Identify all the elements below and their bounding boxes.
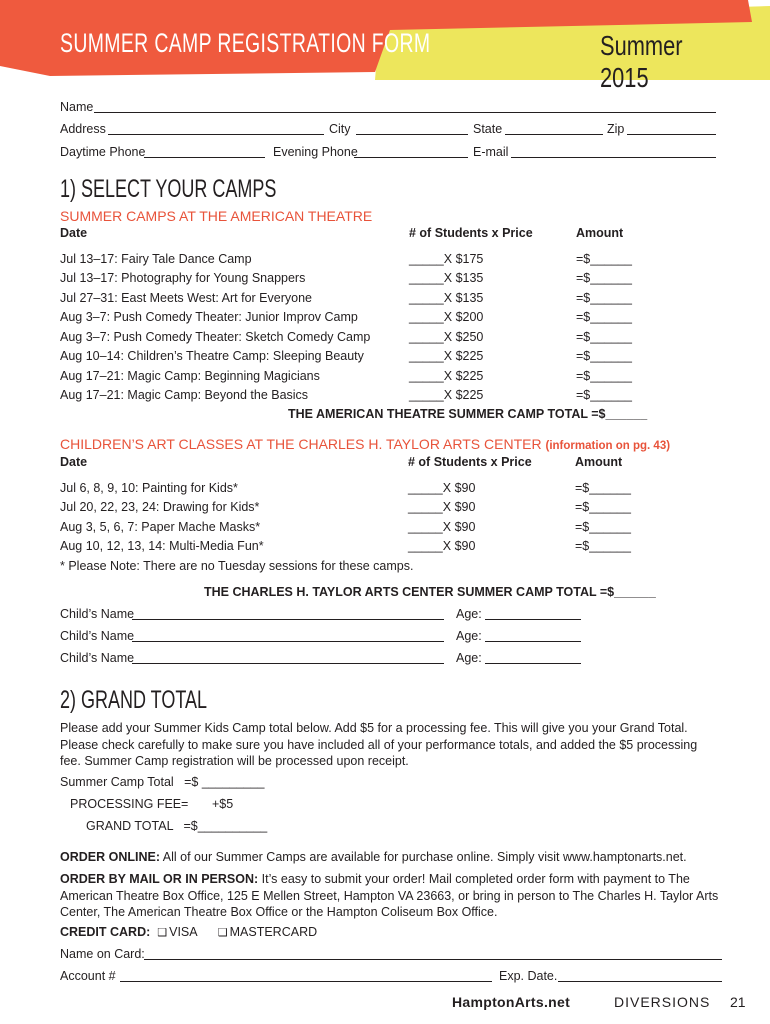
child-name-label: Child’s Name xyxy=(60,629,135,643)
summer-camp-total[interactable]: Summer Camp Total =$ _________ xyxy=(60,775,265,789)
theatre-amount[interactable]: =$______ xyxy=(576,330,632,344)
child-age-field[interactable] xyxy=(485,663,581,664)
child-name-field[interactable] xyxy=(132,619,444,620)
theatre-col-date: Date xyxy=(60,226,88,240)
theatre-camp: Aug 17–21: Magic Camp: Beyond the Basics xyxy=(60,388,309,402)
child-age-label: Age: xyxy=(456,629,482,643)
theatre-price[interactable]: _____X $225 xyxy=(409,369,484,383)
arts-price[interactable]: _____X $90 xyxy=(408,539,476,553)
arts-amount[interactable]: =$______ xyxy=(575,539,631,553)
arts-amount[interactable]: =$______ xyxy=(575,500,631,514)
zip-field[interactable] xyxy=(627,134,716,135)
exp-date-label: Exp. Date. xyxy=(499,969,558,983)
processing-fee-value: +$5 xyxy=(212,797,234,811)
theatre-col-students: # of Students x Price xyxy=(409,226,533,240)
theatre-col-amount: Amount xyxy=(576,226,624,240)
theatre-total[interactable]: THE AMERICAN THEATRE SUMMER CAMP TOTAL =$______ xyxy=(288,407,648,421)
credit-card-row xyxy=(60,925,317,939)
grand-total[interactable]: GRAND TOTAL =$__________ xyxy=(86,819,268,833)
form-title: SUMMER CAMP REGISTRATION FORM xyxy=(60,28,431,58)
child-name-label: Child’s Name xyxy=(60,607,135,621)
arts-price[interactable]: _____X $90 xyxy=(408,520,476,534)
child-age-field[interactable] xyxy=(485,619,581,620)
theatre-camp: Jul 13–17: Fairy Tale Dance Camp xyxy=(60,252,252,266)
zip-label: Zip xyxy=(607,122,625,136)
season-label: Summer 2015 xyxy=(600,30,683,93)
address-label: Address xyxy=(60,122,106,136)
order-mail xyxy=(60,871,720,921)
city-field[interactable] xyxy=(356,134,468,135)
theatre-amount[interactable]: =$______ xyxy=(576,271,632,285)
order-online-label: ORDER ONLINE: xyxy=(60,850,160,864)
name-field[interactable] xyxy=(94,112,716,113)
footer-section: DIVERSIONS xyxy=(614,994,711,1010)
processing-fee-equals: = xyxy=(181,797,189,811)
arts-section-title-text: CHILDREN’S ART CLASSES AT THE CHARLES H. TAYLOR ARTS CENTER xyxy=(60,436,542,452)
daytime-phone-label: Daytime Phone xyxy=(60,145,146,159)
daytime-phone-field[interactable] xyxy=(144,157,265,158)
email-field[interactable] xyxy=(511,157,716,158)
arts-section-note: (information on pg. 43) xyxy=(545,440,671,452)
email-label: E-mail xyxy=(473,145,509,159)
theatre-camp: Aug 17–21: Magic Camp: Beginning Magicians xyxy=(60,369,320,383)
theatre-price[interactable]: _____X $225 xyxy=(409,388,484,402)
order-online xyxy=(60,849,720,866)
theatre-price[interactable]: _____X $225 xyxy=(409,349,484,363)
exp-date-field[interactable] xyxy=(558,981,722,982)
theatre-amount[interactable]: =$______ xyxy=(576,291,632,305)
name-label: Name xyxy=(60,100,94,114)
section2-heading: 2) GRAND TOTAL xyxy=(60,686,208,714)
arts-camp: Aug 10, 12, 13, 14: Multi-Media Fun* xyxy=(60,539,264,553)
arts-note: * Please Note: There are no Tuesday sessions for these camps. xyxy=(60,559,414,573)
evening-phone-label: Evening Phone xyxy=(273,145,358,159)
account-label: Account # xyxy=(60,969,116,983)
theatre-price[interactable]: _____X $200 xyxy=(409,310,484,324)
processing-fee-label: PROCESSING FEE xyxy=(70,797,182,811)
arts-price[interactable]: _____X $90 xyxy=(408,500,476,514)
footer-page-number: 21 xyxy=(730,994,746,1010)
theatre-camp: Jul 27–31: East Meets West: Art for Everyone xyxy=(60,291,312,305)
mastercard-checkbox-icon[interactable]: ❑ xyxy=(217,927,228,939)
child-name-field[interactable] xyxy=(132,663,444,664)
theatre-price[interactable]: _____X $250 xyxy=(409,330,484,344)
section1-heading: 1) SELECT YOUR CAMPS xyxy=(60,175,277,203)
name-on-card-field[interactable] xyxy=(144,959,722,960)
state-field[interactable] xyxy=(505,134,603,135)
order-online-text: All of our Summer Camps are available for purchase online. Simply visit www.hamptonarts.net. xyxy=(162,850,687,864)
theatre-section-title: SUMMER CAMPS AT THE AMERICAN THEATRE xyxy=(60,208,373,224)
evening-phone-field[interactable] xyxy=(354,157,468,158)
visa-checkbox-icon[interactable]: ❑ xyxy=(157,927,168,939)
theatre-amount[interactable]: =$______ xyxy=(576,310,632,324)
name-on-card-label: Name on Card: xyxy=(60,947,145,961)
theatre-price[interactable]: _____X $135 xyxy=(409,271,484,285)
arts-camp: Jul 6, 8, 9, 10: Painting for Kids* xyxy=(60,481,238,495)
state-label: State xyxy=(473,122,503,136)
theatre-amount[interactable]: =$______ xyxy=(576,252,632,266)
arts-amount[interactable]: =$______ xyxy=(575,481,631,495)
arts-col-amount: Amount xyxy=(575,455,623,469)
child-age-field[interactable] xyxy=(485,641,581,642)
theatre-camp: Jul 13–17: Photography for Young Snappers xyxy=(60,271,306,285)
arts-col-students: # of Students x Price xyxy=(408,455,532,469)
theatre-price[interactable]: _____X $175 xyxy=(409,252,484,266)
arts-amount[interactable]: =$______ xyxy=(575,520,631,534)
theatre-price[interactable]: _____X $135 xyxy=(409,291,484,305)
order-mail-text: It’s easy to submit your order! Mail completed order form with payment to The American Theatre Box Office, 125 E Mellen Street, Hampton VA 23663, or bring in person to The Charles H. Taylor Arts Center, The American Theatre Box Office or the Hampton Coliseum Box Office. xyxy=(60,872,719,919)
theatre-amount[interactable]: =$______ xyxy=(576,349,632,363)
visa-label: VISA xyxy=(169,925,197,939)
arts-col-date: Date xyxy=(60,455,88,469)
theatre-amount[interactable]: =$______ xyxy=(576,388,632,402)
account-field[interactable] xyxy=(120,981,492,982)
arts-total[interactable]: THE CHARLES H. TAYLOR ARTS CENTER SUMMER CAMP TOTAL =$______ xyxy=(204,585,656,599)
theatre-camp: Aug 3–7: Push Comedy Theater: Junior Improv Camp xyxy=(60,310,358,324)
child-name-field[interactable] xyxy=(132,641,444,642)
theatre-amount[interactable]: =$______ xyxy=(576,369,632,383)
child-age-label: Age: xyxy=(456,651,482,665)
arts-section-title xyxy=(60,436,670,452)
grand-total-instructions: Please add your Summer Kids Camp total below. Add $5 for a processing fee. This will give you your Grand Total. Please check carefully to make sure you have included all of your performance totals, and added the $5 processing fee. Summer Camp registration will be processed upon receipt. xyxy=(60,721,698,768)
arts-camp: Jul 20, 22, 23, 24: Drawing for Kids* xyxy=(60,500,260,514)
arts-price[interactable]: _____X $90 xyxy=(408,481,476,495)
mastercard-label: MASTERCARD xyxy=(229,925,318,939)
child-age-label: Age: xyxy=(456,607,482,621)
city-label: City xyxy=(329,122,351,136)
credit-card-label: CREDIT CARD: xyxy=(60,925,151,939)
arts-camp: Aug 3, 5, 6, 7: Paper Mache Masks* xyxy=(60,520,261,534)
order-mail-label: ORDER BY MAIL OR IN PERSON: xyxy=(60,872,259,886)
address-field[interactable] xyxy=(108,134,324,135)
child-name-label: Child’s Name xyxy=(60,651,135,665)
theatre-camp: Aug 10–14: Children’s Theatre Camp: Sleeping Beauty xyxy=(60,349,364,363)
theatre-camp: Aug 3–7: Push Comedy Theater: Sketch Comedy Camp xyxy=(60,330,371,344)
footer-site: HamptonArts.net xyxy=(452,994,571,1010)
